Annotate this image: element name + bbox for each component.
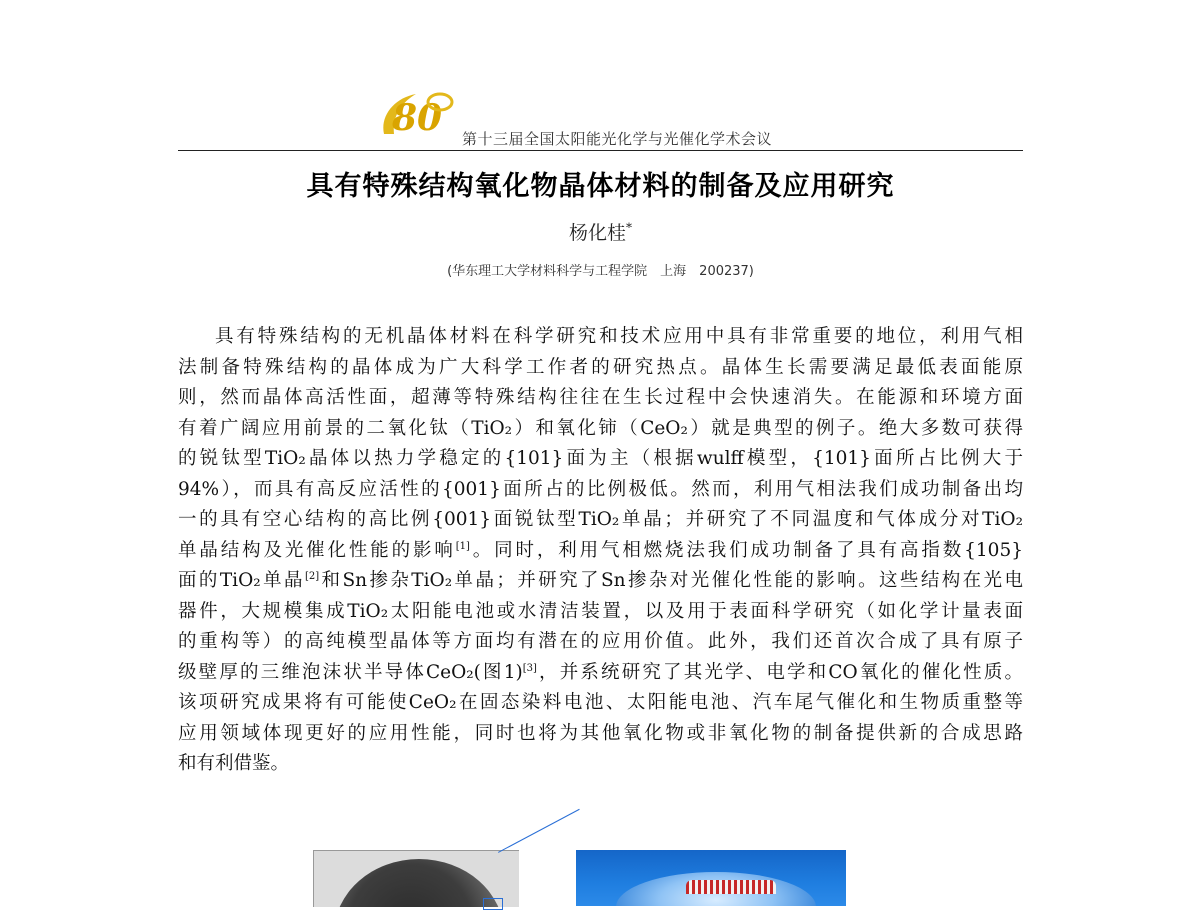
body-text-segment: 该项研究成果将有可能使CeO₂在固态染料电池、太阳能电池、汽车尾气催化和生物质重整等 [178,692,1023,713]
body-line [178,627,1023,658]
body-line [178,688,1023,719]
tem-particle [334,859,504,907]
body-line [178,383,1023,414]
author-line [178,218,1023,245]
body-text-segment: ，并系统研究了其光学、电学和CO氧化的催化性质。 [536,661,1023,683]
body-text-segment: 法制备特殊结构的晶体成为广大科学工作者的研究热点。晶体生长需要满足最低表面能原 [178,356,1023,378]
conference-logo [378,86,458,142]
figure-zoom-line [498,809,580,853]
body-line [178,749,1023,780]
citation-ref: [2] [304,570,320,582]
body-text-segment: 的锐钛型TiO₂晶体以热力学稳定的{101}面为主（根据wulff模型，{101}面所占比例大于 [178,448,1023,469]
body-text-segment: 。同时，利用气相燃烧法我们成功制备了具有高指数{105} [469,539,1023,561]
abstract-body [178,322,1023,780]
body-text-segment: 具有特殊结构的无机晶体材料在科学研究和技术应用中具有非常重要的地位，利用气相 [215,326,1023,347]
header-divider [178,150,1023,151]
body-text-segment: 则，然而晶体高活性面，超薄等特殊结构往往在生长过程中会快速消失。在能源和环境方面 [178,387,1023,408]
body-line [178,414,1023,445]
citation-ref: [1] [455,540,470,552]
author-mark: * [626,220,632,235]
body-line [178,444,1023,475]
body-text-segment: 面的TiO₂单晶 [178,570,305,591]
author-name: 杨化桂 [568,222,626,244]
body-line [178,353,1023,384]
figure-zoom-box [483,898,503,910]
body-text-segment: 级壁厚的三维泡沫状半导体CeO₂(图1) [178,661,523,683]
body-line [178,658,1023,689]
body-line [178,475,1023,506]
body-line [178,322,1023,353]
atomic-layer-model [686,880,776,894]
citation-ref: [3] [522,662,537,674]
affiliation: (华东理工大学材料科学与工程学院 上海 200237) [447,264,754,279]
body-text-segment: 一的具有空心结构的高比例{001}面锐钛型TiO₂单晶；并研究了不同温度和气体成分对TiO₂ [178,509,1023,530]
body-text-segment: 的重构等）的高纯模型晶体等方面均有潜在的应用价值。此外，我们还首次合成了具有原子 [178,631,1023,652]
body-line [178,536,1023,567]
body-text-segment: 和Sn掺杂TiO₂单晶；并研究了Sn掺杂对光催化性能的影响。这些结构在光电 [319,570,1023,591]
body-text-segment: 94%），而具有高反应活性的{001}面所占的比例极低。然而，利用气相法我们成功制备出均 [178,478,1023,500]
body-text-segment: 器件，大规模集成TiO₂太阳能电池或水清洁装置，以及用于表面科学研究（如化学计量表面 [178,600,1023,622]
conference-name: 第十三届全国太阳能光化学与光催化学术会议 [462,130,773,148]
body-line [178,505,1023,536]
body-line [178,597,1023,628]
body-text-segment: 有着广阔应用前景的二氧化钛（TiO₂）和氧化铈（CeO₂）就是典型的例子。绝大多数可获得 [178,417,1023,439]
figure-1-model-image [576,850,846,906]
logo-numeral: 80 [392,97,443,139]
body-text-segment: 应用领域体现更好的应用性能，同时也将为其他氧化物或非氧化物的制备提供新的合成思路 [178,722,1023,744]
body-text-segment: 单晶结构及光催化性能的影响 [178,539,456,561]
body-line [178,719,1023,750]
body-text-segment: 和有利借鉴。 [178,753,290,774]
body-line [178,566,1023,597]
paper-title: 具有特殊结构氧化物晶体材料的制备及应用研究 [306,171,895,202]
